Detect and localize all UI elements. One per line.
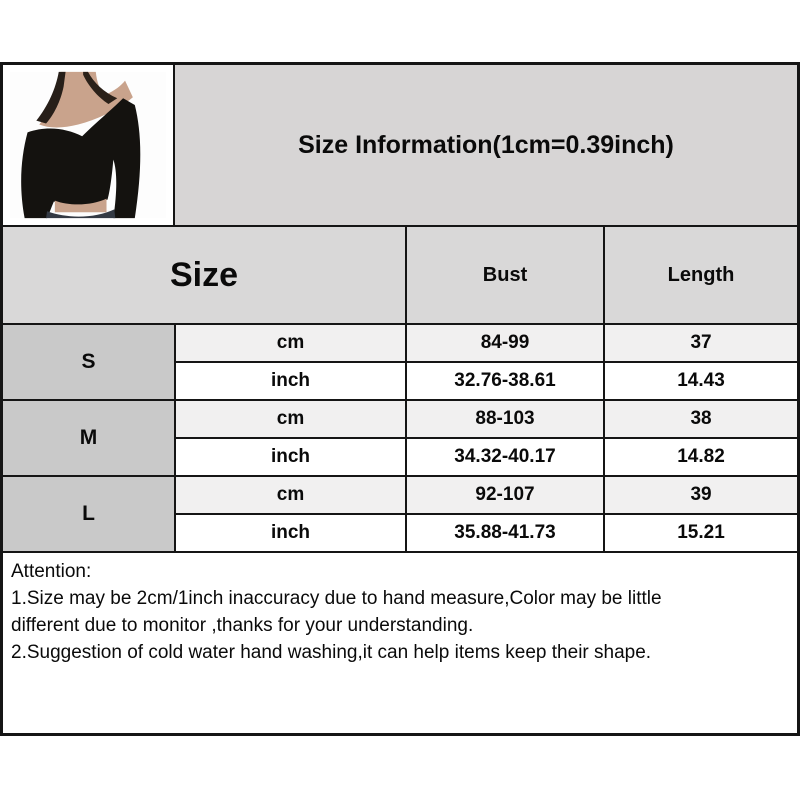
size-chart-panel [0, 62, 800, 736]
size-label-m: M [3, 400, 175, 476]
bust-value-s-inch: 32.76-38.61 [406, 362, 604, 400]
length-value-m-cm: 38 [604, 400, 797, 438]
unit-label-inch: inch [175, 362, 406, 400]
attention-notes [3, 553, 797, 666]
length-value-l-inch: 15.21 [604, 514, 797, 552]
table-header-row [3, 227, 797, 324]
column-header-length: Length [604, 227, 797, 324]
attention-note-1a: 1.Size may be 2cm/1inch inaccuracy due to hand measure,Color may be little [11, 588, 662, 609]
bust-value-l-inch: 35.88-41.73 [406, 514, 604, 552]
column-header-bust: Bust [406, 227, 604, 324]
size-table [3, 227, 797, 553]
table-row-s-cm [3, 324, 797, 362]
length-value-s-cm: 37 [604, 324, 797, 362]
column-header-size: Size [3, 227, 406, 324]
bust-value-m-inch: 34.32-40.17 [406, 438, 604, 476]
attention-note-2: 2.Suggestion of cold water hand washing,it can help items keep their shape. [11, 642, 652, 663]
attention-heading: Attention: [11, 561, 92, 582]
unit-label-cm: cm [175, 324, 406, 362]
unit-label-inch: inch [175, 438, 406, 476]
bust-value-m-cm: 88-103 [406, 400, 604, 438]
table-row-m-cm [3, 400, 797, 438]
length-value-l-cm: 39 [604, 476, 797, 514]
photo-title-row [3, 65, 797, 227]
unit-label-cm: cm [175, 400, 406, 438]
model-photo-illustration [10, 68, 166, 222]
attention-note-1b: different due to monitor ,thanks for your understanding. [11, 615, 474, 636]
size-label-s: S [3, 324, 175, 400]
bust-value-l-cm: 92-107 [406, 476, 604, 514]
title-panel [175, 65, 797, 225]
unit-label-cm: cm [175, 476, 406, 514]
product-photo [3, 65, 175, 225]
table-row-l-cm [3, 476, 797, 514]
page-title: Size Information(1cm=0.39inch) [298, 130, 674, 159]
size-label-l: L [3, 476, 175, 552]
bust-value-s-cm: 84-99 [406, 324, 604, 362]
length-value-s-inch: 14.43 [604, 362, 797, 400]
unit-label-inch: inch [175, 514, 406, 552]
length-value-m-inch: 14.82 [604, 438, 797, 476]
